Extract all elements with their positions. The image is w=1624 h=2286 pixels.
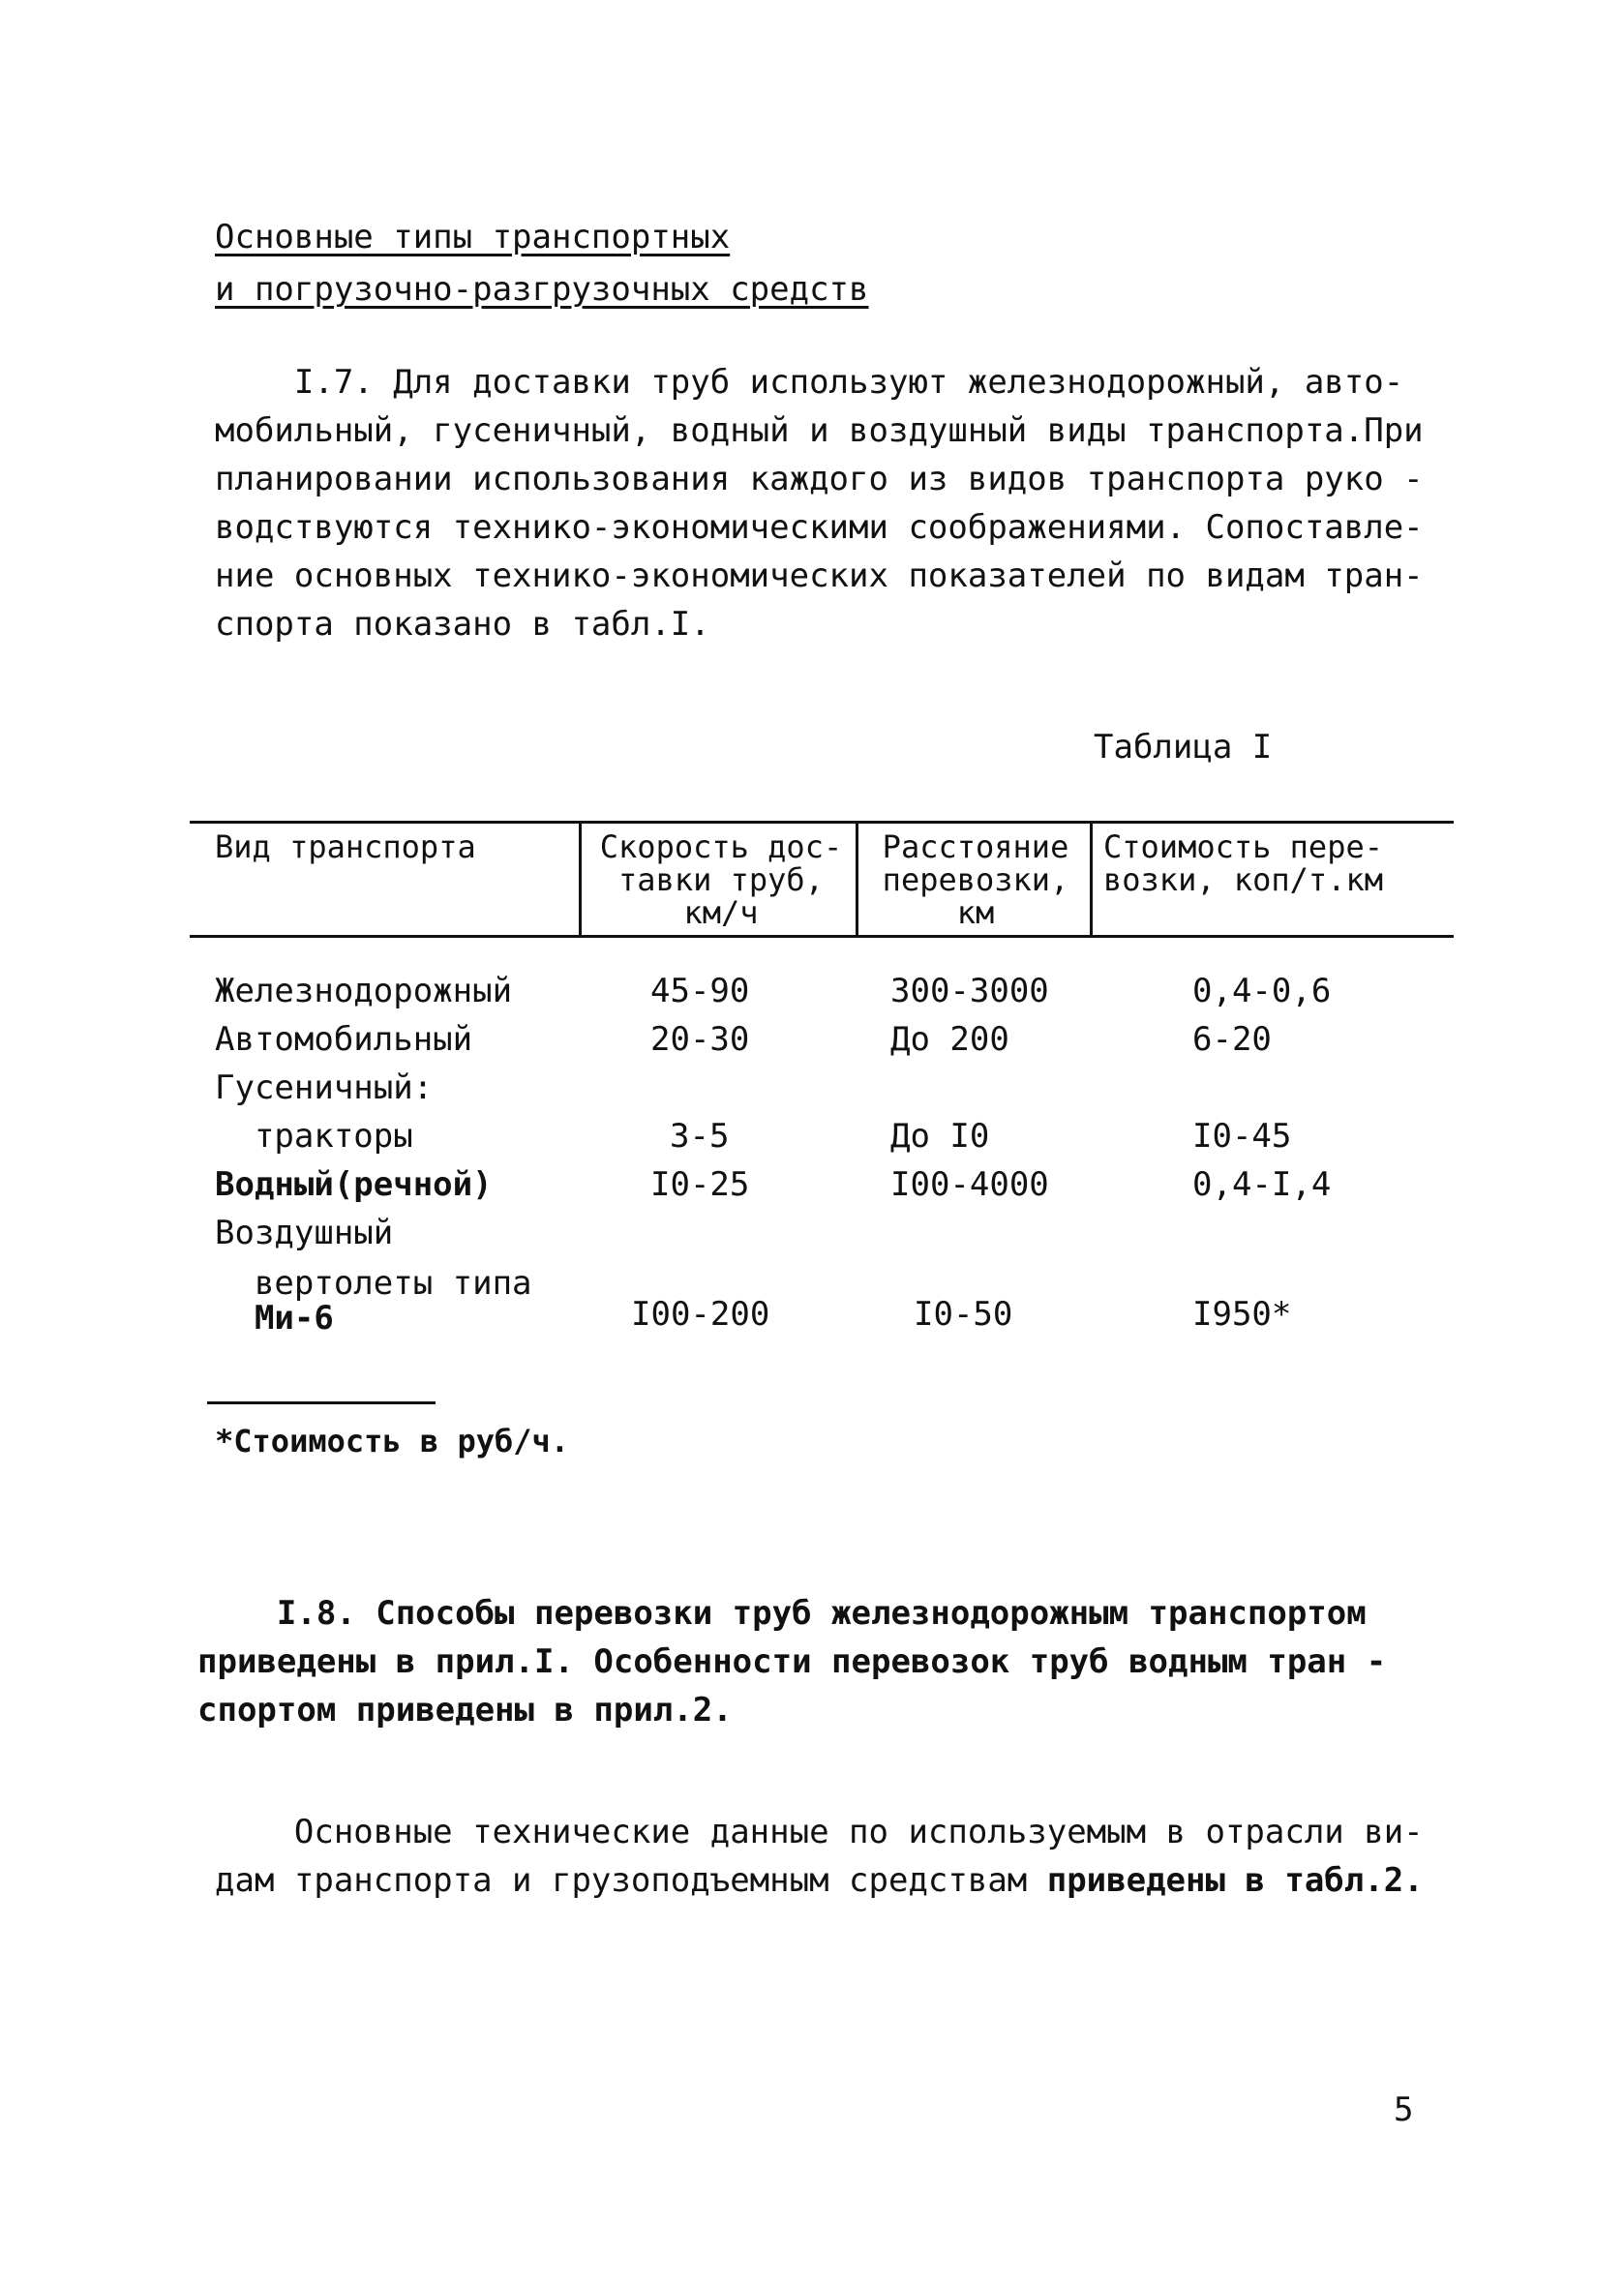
table-cell-name: тракторы <box>215 1117 413 1156</box>
table-cell-cost: 6-20 <box>1192 1020 1272 1059</box>
table-header-transport-type <box>215 830 476 863</box>
table-cell-speed: I00-200 <box>631 1295 770 1334</box>
header-text: Стоимость пере- <box>1103 828 1383 865</box>
table-header-rule <box>190 935 1454 938</box>
header-text: Вид транспорта <box>215 828 476 865</box>
paragraph-line <box>215 1856 1424 1905</box>
paragraph-line: спортом приведены в прил.2. <box>197 1691 733 1730</box>
table-cell-speed: 3-5 <box>670 1117 730 1156</box>
paragraph-main-data <box>215 1808 1424 1905</box>
header-text: км <box>956 894 995 931</box>
table-cell-speed: I0-25 <box>650 1165 750 1204</box>
table-cell-speed: 45-90 <box>650 972 750 1010</box>
header-text: Скорость дос- <box>599 828 843 865</box>
table-header-cost <box>1103 830 1383 896</box>
table-cell-distance: I00-4000 <box>890 1165 1049 1204</box>
table-cell-cost: 0,4-I,4 <box>1192 1165 1332 1204</box>
heading-line-2: и погрузочно-разгрузочных средств <box>215 270 869 309</box>
table-cell-cost: 0,4-0,6 <box>1192 972 1332 1010</box>
table-cell-cost: I0-45 <box>1192 1117 1292 1156</box>
paragraph-line: планировании использования каждого из видов транспорта руко - <box>215 460 1424 498</box>
table-cell-distance: 300-3000 <box>890 972 1049 1010</box>
paragraph-line: I.8. Способы перевозки труб железнодорожным транспортом <box>197 1594 1367 1633</box>
paragraph-line: спорта показано в табл.I. <box>215 605 710 644</box>
paragraph-1-7 <box>215 358 1424 648</box>
table-cell-distance: До I0 <box>890 1117 990 1156</box>
table-cell-name: Водный(речной) <box>215 1165 493 1204</box>
table-cell-speed: 20-30 <box>650 1020 750 1059</box>
page-number: 5 <box>1394 2090 1414 2129</box>
paragraph-line: мобильный, гусеничный, водный и воздушный виды транспорта.При <box>215 411 1424 450</box>
table-header-distance <box>865 830 1086 929</box>
footnote: *Стоимость в руб/ч. <box>215 1423 570 1459</box>
paragraph-line: I.7. Для доставки труб используют железнодорожный, авто- <box>215 363 1404 402</box>
paragraph-text: дам транспорта и грузоподъемным средствам <box>215 1861 1047 1900</box>
header-text: тавки труб, <box>618 861 824 898</box>
header-text: Расстояние <box>882 828 1069 865</box>
paragraph-line: ние основных технико-экономических показателей по видам тран- <box>215 556 1424 595</box>
table-header-speed <box>590 830 852 929</box>
footnote-rule <box>207 1401 436 1404</box>
header-text: км/ч <box>683 894 759 931</box>
table-cell-name: Железнодорожный <box>215 972 513 1010</box>
section-heading <box>215 211 869 316</box>
paragraph-1-8 <box>197 1589 1386 1734</box>
table-cell-name: Автомобильный <box>215 1020 473 1059</box>
table-cell-distance: I0-50 <box>914 1295 1013 1334</box>
heading-line-1: Основные типы транспортных <box>215 218 731 256</box>
table-col-divider <box>1090 823 1093 935</box>
paragraph-text-bold: приведены в табл.2. <box>1046 1861 1424 1900</box>
table-cell-name: Ми-6 <box>215 1299 334 1338</box>
header-text: перевозки, <box>882 861 1069 898</box>
table-cell-name: Воздушный <box>215 1214 394 1252</box>
paragraph-line: Основные технические данные по используемым в отрасли ви- <box>215 1813 1424 1851</box>
table-top-rule <box>190 821 1454 824</box>
table-cell-distance: До 200 <box>890 1020 1009 1059</box>
paragraph-line: водствуются технико-экономическими соображениями. Сопоставле- <box>215 508 1424 547</box>
paragraph-line: приведены в прил.I. Особенности перевозок труб водным тран - <box>197 1642 1387 1681</box>
table-col-divider <box>579 823 582 935</box>
header-text: возки, коп/т.км <box>1103 861 1383 898</box>
table-cell-cost: I950* <box>1192 1295 1292 1334</box>
table-cell-name: вертолеты типа <box>215 1264 532 1303</box>
table-col-divider <box>856 823 858 935</box>
table-cell-name: Гусеничный: <box>215 1068 434 1107</box>
table-caption: Таблица I <box>1094 728 1273 767</box>
